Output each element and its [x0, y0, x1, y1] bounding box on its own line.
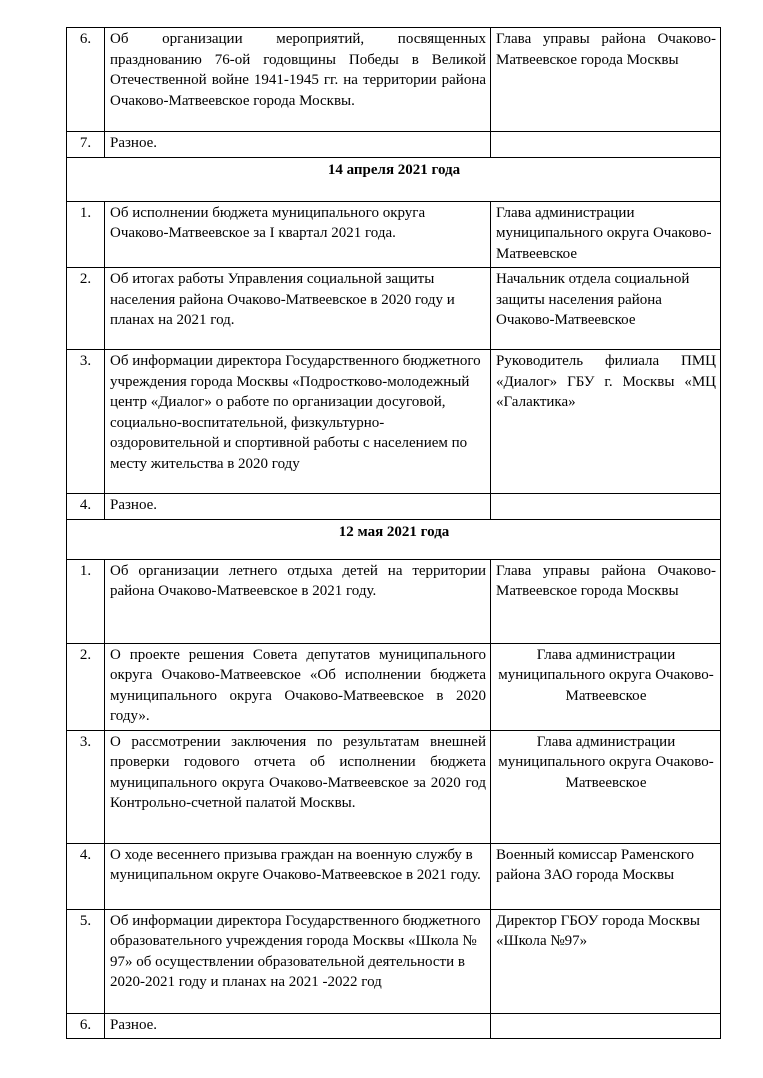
table-row [67, 132, 721, 158]
item-topic: Об информации директора Государственного бюджетного образовательного учреждения города Москвы «Школа № 97» об осуществлении образовательной деятельности в 2020-2021 году и планах на 2021 -2022 год [105, 909, 491, 1013]
item-topic: Разное. [105, 132, 491, 158]
item-number: 7. [67, 132, 105, 158]
item-topic: Разное. [105, 1013, 491, 1039]
item-number: 1. [67, 201, 105, 268]
item-topic: Об итогах работы Управления социальной защиты населения района Очаково-Матвеевское в 2020 году и планах на 2021 год. [105, 268, 491, 350]
item-number: 4. [67, 843, 105, 909]
table-row [67, 730, 721, 843]
item-topic: Об организации летнего отдыха детей на территории района Очаково-Матвеевское в 2021 году. [105, 559, 491, 643]
item-responsible: Глава управы района Очаково-Матвеевское города Москвы [491, 559, 721, 643]
agenda-table [66, 27, 721, 1039]
table-row [67, 350, 721, 494]
date-header-row [67, 519, 721, 559]
item-number: 2. [67, 643, 105, 730]
item-number: 4. [67, 494, 105, 520]
item-responsible: Директор ГБОУ города Москвы «Школа №97» [491, 909, 721, 1013]
item-responsible [491, 132, 721, 158]
table-row [67, 1013, 721, 1039]
table-row [67, 201, 721, 268]
item-responsible: Глава администрации муниципального округа Очаково-Матвеевское [491, 730, 721, 843]
item-topic: Об информации директора Государственного бюджетного учреждения города Москвы «Подростково-молодежный центр «Диалог» о работе по организации досуговой, социально-воспитательной, физкультурно-оздоровительной и спортивной работы с населением по месту жительства в 2020 году [105, 350, 491, 494]
item-responsible: Глава управы района Очаково-Матвеевское города Москвы [491, 28, 721, 132]
item-responsible: Начальник отдела социальной защиты населения района Очаково-Матвеевское [491, 268, 721, 350]
item-number: 6. [67, 28, 105, 132]
table-row [67, 268, 721, 350]
item-number: 3. [67, 350, 105, 494]
item-number: 3. [67, 730, 105, 843]
item-number: 2. [67, 268, 105, 350]
item-responsible: Глава администрации муниципального округа Очаково-Матвеевское [491, 201, 721, 268]
meeting-date: 14 апреля 2021 года [67, 157, 721, 201]
item-responsible [491, 494, 721, 520]
item-number: 6. [67, 1013, 105, 1039]
table-row [67, 559, 721, 643]
item-topic: Разное. [105, 494, 491, 520]
item-number: 1. [67, 559, 105, 643]
item-topic: О проекте решения Совета депутатов муниципального округа Очаково-Матвеевское «Об исполнении бюджета муниципального округа Очаково-Матвеевское в 2020 году». [105, 643, 491, 730]
table-row [67, 909, 721, 1013]
item-topic: Об организации мероприятий, посвященных празднованию 76-ой годовщины Победы в Великой Отечественной войне 1941-1945 гг. на территории района Очаково-Матвеевское города Москвы. [105, 28, 491, 132]
item-topic: О рассмотрении заключения по результатам внешней проверки годового отчета об исполнении бюджета муниципального округа Очаково-Матвеевское за 2020 год Контрольно-счетной палатой Москвы. [105, 730, 491, 843]
item-number: 5. [67, 909, 105, 1013]
item-responsible [491, 1013, 721, 1039]
item-responsible: Руководитель филиала ПМЦ «Диалог» ГБУ г. Москвы «МЦ «Галактика» [491, 350, 721, 494]
item-topic: О ходе весеннего призыва граждан на военную службу в муниципальном округе Очаково-Матвеевское в 2021 году. [105, 843, 491, 909]
table-row [67, 643, 721, 730]
table-row [67, 494, 721, 520]
meeting-date: 12 мая 2021 года [67, 519, 721, 559]
date-header-row [67, 157, 721, 201]
table-row [67, 28, 721, 132]
item-topic: Об исполнении бюджета муниципального округа Очаково-Матвеевское за I квартал 2021 года. [105, 201, 491, 268]
table-row [67, 843, 721, 909]
item-responsible: Военный комиссар Раменского района ЗАО города Москвы [491, 843, 721, 909]
item-responsible: Глава администрации муниципального округа Очаково-Матвеевское [491, 643, 721, 730]
